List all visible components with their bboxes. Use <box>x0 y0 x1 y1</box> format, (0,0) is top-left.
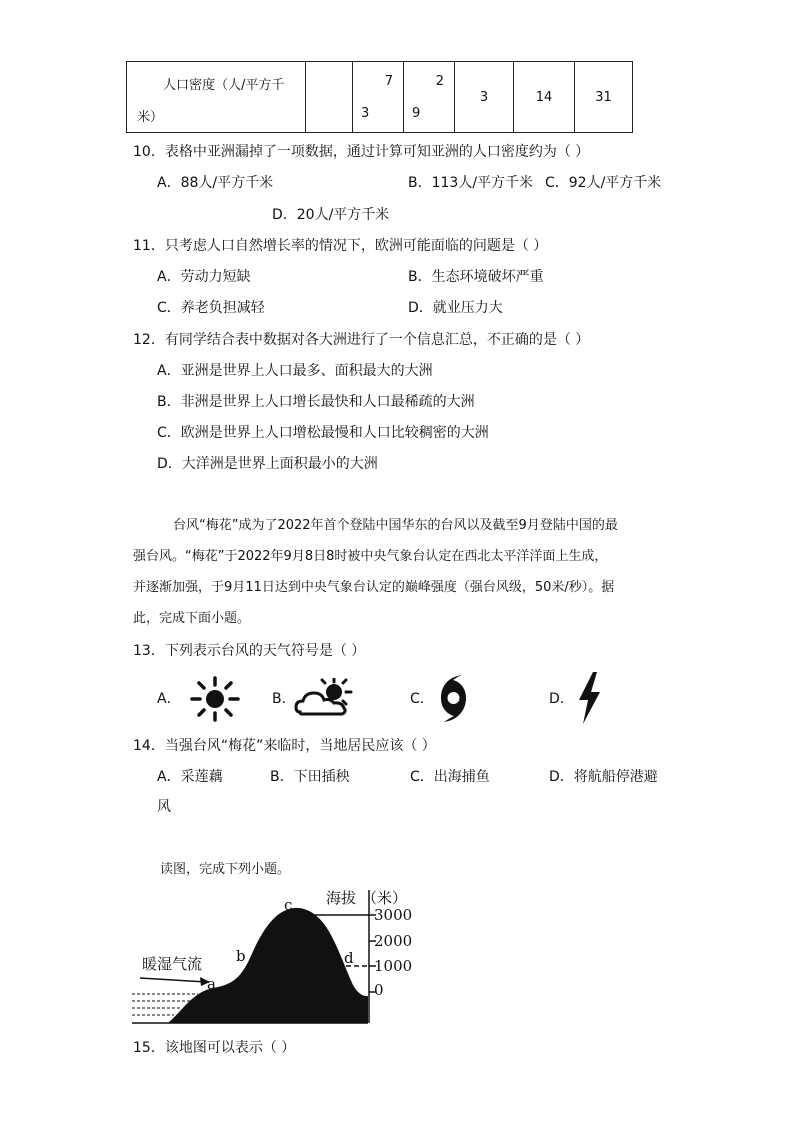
point-label-b: b <box>236 947 246 965</box>
q10-option-d[interactable]: D．20人/平方千米 <box>272 207 390 223</box>
question-10: 10．表格中亚洲漏掉了一项数据，通过计算可知亚洲的人口密度约为（ ） <box>133 144 590 160</box>
figure-intro: 读图，完成下列小题。 <box>160 862 291 877</box>
question-12: 12．有同学结合表中数据对各大洲进行了一个信息汇总，不正确的是（ ） <box>133 332 590 348</box>
typhoon-passage <box>133 510 673 634</box>
q14-option-a[interactable]: A．采莲藕 <box>157 769 223 785</box>
q12-option-a[interactable]: A．亚洲是世界上人口最多、面积最大的大洲 <box>157 363 433 379</box>
q11-option-b[interactable]: B．生态环境破坏严重 <box>408 269 544 285</box>
point-label-c: c <box>284 896 293 914</box>
population-table <box>126 61 633 133</box>
tick-label: 1000 <box>374 957 413 975</box>
cell-digit-bottom: 9 <box>412 106 421 121</box>
q10-option-b[interactable]: B．113人/平方千米 <box>408 175 534 191</box>
row-label-line2: 米） <box>137 110 164 125</box>
q14-option-d-wrap: 风 <box>157 799 171 815</box>
cell-digit-bottom: 3 <box>361 106 370 121</box>
question-13: 13．下列表示台风的天气符号是（ ） <box>133 643 366 659</box>
tick-label: 3000 <box>374 906 413 924</box>
q12-option-d[interactable]: D．大洋洲是世界上面积最小的大洲 <box>157 456 378 472</box>
q14-option-c[interactable]: C．出海捕鱼 <box>410 769 490 785</box>
row-label-line1: 人口密度（人/平方千 <box>163 78 285 93</box>
altitude-unit: （米） <box>362 889 408 907</box>
q11-option-c[interactable]: C．养老负担减轻 <box>157 300 265 316</box>
question-14: 14．当强台风“梅花”来临时，当地居民应该（ ） <box>133 738 436 754</box>
q13-option-b[interactable]: B． <box>272 691 296 707</box>
q13-option-c[interactable]: C． <box>410 691 434 707</box>
q10-option-c[interactable]: C．92人/平方千米 <box>545 175 662 191</box>
table-cell <box>353 62 404 133</box>
tick-label: 0 <box>374 981 384 999</box>
tick-label: 2000 <box>374 932 413 950</box>
empty-cell <box>306 62 353 133</box>
question-15: 15．该地图可以表示（ ） <box>133 1040 296 1056</box>
cell-digit-top: 2 <box>435 74 444 89</box>
q14-option-b[interactable]: B．下田插秧 <box>270 769 350 785</box>
passage-line: 此，完成下面小题。 <box>133 611 251 626</box>
q11-option-d[interactable]: D．就业压力大 <box>408 300 503 316</box>
airflow-arrow <box>140 978 206 982</box>
row-label-cell <box>127 62 306 133</box>
q10-option-a[interactable]: A．88人/平方千米 <box>157 175 274 191</box>
q13-option-d[interactable]: D． <box>549 691 574 707</box>
table-cell: 14 <box>514 62 575 133</box>
q11-option-a[interactable]: A．劳动力短缺 <box>157 269 251 285</box>
table-cell: 31 <box>575 62 633 133</box>
table-cell: 3 <box>455 62 514 133</box>
q12-option-b[interactable]: B．非洲是世界上人口增长最快和人口最稀疏的大洲 <box>157 394 475 410</box>
lightning-icon <box>574 670 604 726</box>
table-cell <box>404 62 455 133</box>
typhoon-icon <box>436 672 470 724</box>
passage-line: 并逐渐加强，于9月11日达到中央气象台认定的巅峰强度（强台风级，50米/秒）。据 <box>133 580 615 595</box>
altitude-label: 海拔 <box>326 889 357 907</box>
point-label-a: a <box>207 975 216 993</box>
table-row <box>127 62 633 133</box>
point-label-d: d <box>344 949 354 967</box>
sun-icon <box>189 676 241 722</box>
passage-line: 台风“梅花”成为了2022年首个登陆中国华东的台风以及截至9月登陆中国的最 <box>173 518 618 533</box>
question-11: 11．只考虑人口自然增长率的情况下，欧洲可能面临的问题是（ ） <box>133 238 548 254</box>
q14-option-d[interactable]: D．将航船停港避 <box>549 769 658 785</box>
passage-line: 强台风。“梅花”于2022年9月8日8时被中央气象台认定在西北太平洋洋面上生成， <box>133 549 608 564</box>
partly-cloudy-icon <box>294 678 356 718</box>
q12-option-c[interactable]: C．欧洲是世界上人口增松最慢和人口比较稠密的大洲 <box>157 425 489 441</box>
q13-option-a[interactable]: A． <box>157 691 181 707</box>
airflow-label: 暖湿气流 <box>142 955 203 973</box>
cell-digit-top: 7 <box>384 74 393 89</box>
